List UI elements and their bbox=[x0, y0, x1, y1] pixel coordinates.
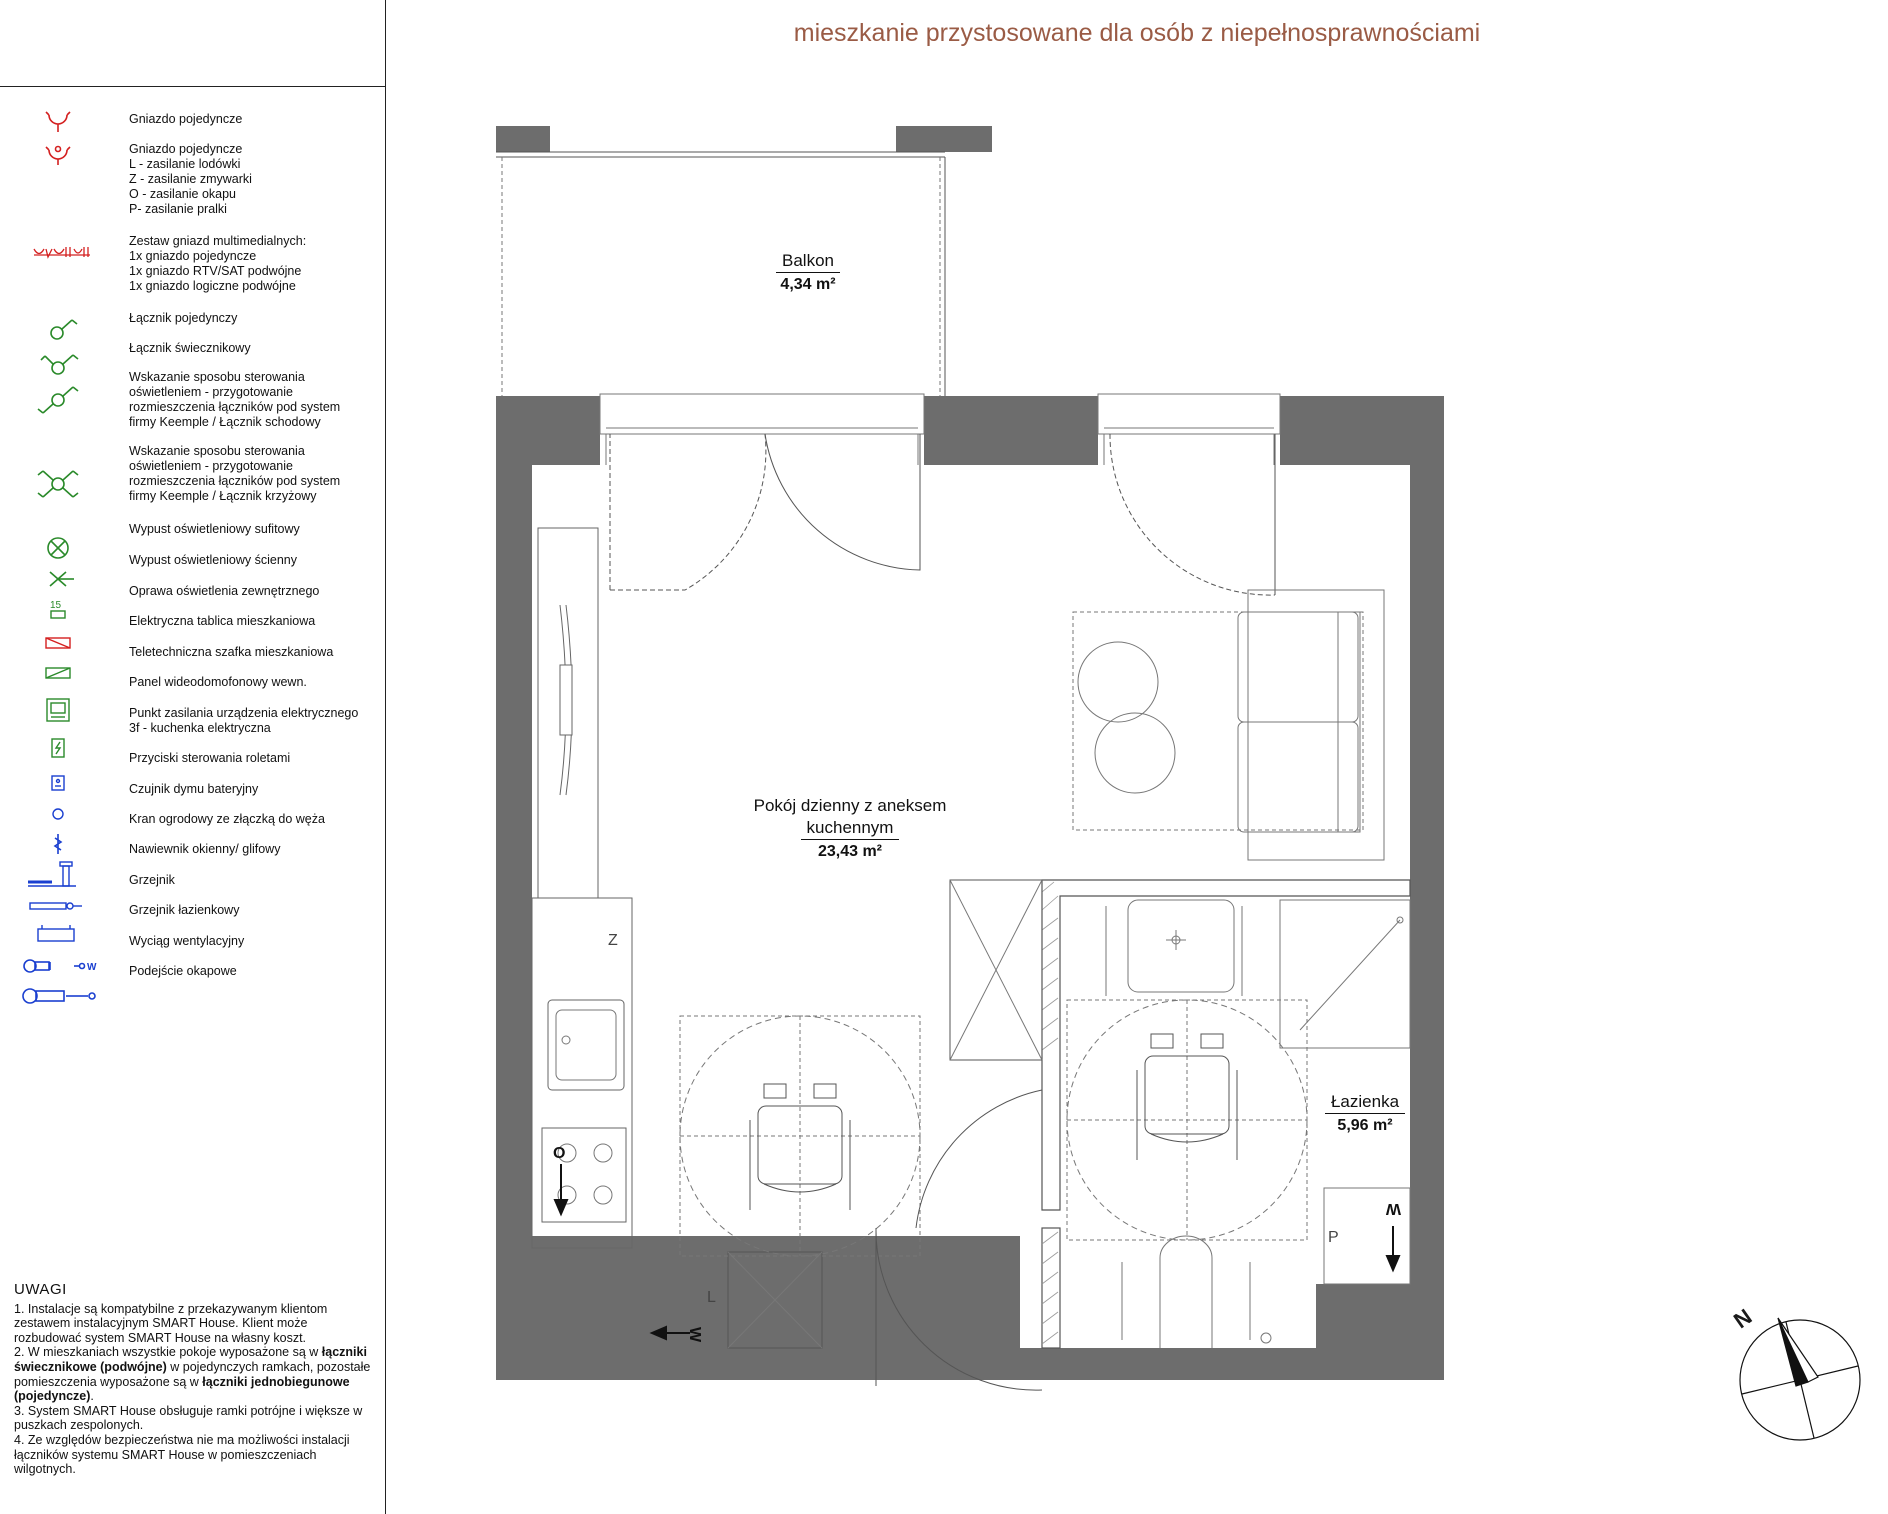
legend-item-socket-dedicated: Gniazdo pojedyncze L - zasilanie lodówki Z - zasilanie zmywarki O - zasilanie okapu P- zasilanie pralki bbox=[129, 142, 252, 216]
hood-w-mark: W bbox=[87, 962, 97, 973]
living-name-line1: Pokój dzienny z aneksem bbox=[753, 796, 947, 815]
page-title: mieszkanie przystosowane dla osób z niepełnosprawnościami bbox=[793, 19, 1481, 47]
legend-item-electrical-panel: Elektryczna tablica mieszkaniowa bbox=[129, 614, 316, 628]
note-3: 3. System SMART House obsługuje ramki potrójne i większe w puszkach zespolonych. bbox=[14, 1403, 363, 1433]
legend-item-bathroom-radiator: Grzejnik łazienkowy bbox=[129, 903, 240, 917]
legend-item-garden-tap: Kran ogrodowy ze złączką do węża bbox=[129, 812, 325, 826]
compass bbox=[1740, 1318, 1860, 1440]
legend-item-window-vent: Nawiewnik okienny/ glifowy bbox=[129, 842, 281, 856]
legend-item-socket-single: Gniazdo pojedyncze bbox=[129, 112, 243, 126]
legend-item-outdoor-light: Oprawa oświetlenia zewnętrznego bbox=[129, 584, 320, 598]
legend-item-video-intercom: Panel wideodomofonowy wewn. bbox=[129, 675, 307, 689]
panel-number-label: 15 bbox=[50, 600, 62, 611]
shower bbox=[1280, 900, 1410, 1048]
legend-item-ceiling-light: Wypust oświetleniowy sufitowy bbox=[129, 522, 300, 536]
room-label-balcony bbox=[738, 250, 878, 296]
balcony-door-swing bbox=[610, 434, 766, 590]
note-2: 2. W mieszkaniach wszystkie pokoje wyposażone są w łączniki świecznikowe (podwójne) w pojedynczych ramkach, pozostałe pomieszczenia wyposażone są w łączniki jednobiegunowe (pojedyncze). bbox=[14, 1345, 371, 1404]
note-4: 4. Ze względów bezpieczeństwa nie ma możliwości instalacji łączników systemu SMART House w pomieszczeniach wilgotnych. bbox=[14, 1432, 350, 1477]
balcony-name: Balkon bbox=[776, 250, 840, 273]
legend-item-smoke-detector: Czujnik dymu bateryjny bbox=[129, 782, 259, 796]
legend-item-multimedia-socket-set: Zestaw gniazd multimedialnych: 1x gniazdo pojedyncze 1x gniazdo RTV/SAT podwójne 1x gniazdo logiczne podwójne bbox=[129, 234, 307, 293]
balcony-door-leaf bbox=[765, 434, 920, 570]
exterior-walls bbox=[496, 396, 1020, 1380]
mark-p: P bbox=[1328, 1229, 1339, 1246]
legend-item-switch-staircase: Wskazanie sposobu sterowania oświetleniem - przygotowanie rozmieszczenia łączników pod system firmy Keemple / Łącznik schodowy bbox=[129, 370, 341, 429]
compass-north-label: N bbox=[1728, 1303, 1757, 1334]
balcony-area: 4,34 m² bbox=[780, 276, 836, 293]
kitchen-counter bbox=[532, 898, 632, 1248]
window-door-swing bbox=[1110, 434, 1275, 595]
bathroom-wall bbox=[1042, 880, 1410, 1210]
living-area: 23,43 m² bbox=[817, 843, 883, 860]
kitchen-sink bbox=[548, 1000, 624, 1090]
legend-item-ventilation-exhaust: Wyciąg wentylacyjny bbox=[129, 934, 245, 948]
toilet bbox=[1160, 1236, 1212, 1348]
chair bbox=[1078, 642, 1158, 722]
legend-item-roller-blind-button: Przyciski sterowania roletami bbox=[129, 751, 291, 765]
mark-o: O bbox=[553, 1145, 566, 1162]
balcony-wall-left bbox=[496, 126, 550, 152]
room-label-living bbox=[720, 795, 980, 863]
bathroom-area: 5,96 m² bbox=[1337, 1117, 1393, 1134]
room-label-bathroom bbox=[1315, 1091, 1415, 1137]
washbasin bbox=[1128, 900, 1234, 992]
bathroom-name: Łazienka bbox=[1325, 1091, 1405, 1114]
legend-item-radiator: Grzejnik bbox=[129, 873, 175, 887]
mark-z: Z bbox=[608, 932, 618, 949]
legend-item-hood-connection: Podejście okapowe bbox=[129, 964, 237, 978]
sofa bbox=[1248, 590, 1384, 860]
mark-l: L bbox=[707, 1289, 716, 1306]
mark-w-bath: W bbox=[1385, 1200, 1401, 1217]
legend-item-switch-cross: Wskazanie sposobu sterowania oświetleniem - przygotowanie rozmieszczenia łączników pod system firmy Keemple / Łącznik krzyżowy bbox=[129, 444, 341, 503]
notes-title: UWAGI bbox=[14, 1281, 67, 1298]
legend-item-telecom-cabinet: Teletechniczna szafka mieszkaniowa bbox=[129, 645, 334, 659]
living-name-line2: kuchennym bbox=[801, 817, 900, 840]
table-area bbox=[1073, 612, 1363, 830]
legend-item-wall-light: Wypust oświetleniowy ścienny bbox=[129, 553, 298, 567]
note-1: 1. Instalacje są kompatybilne z przekazywanym klientom zestawem instalacyjnym SMART House. Klient może rozbudować system SMART House na własny koszt. bbox=[14, 1301, 328, 1345]
legend-item-switch-single: Łącznik pojedynczy bbox=[129, 311, 238, 325]
legend-item-switch-chandelier: Łącznik świecznikowy bbox=[129, 341, 251, 355]
cooktop bbox=[542, 1128, 626, 1222]
mark-w-kitchen: W bbox=[686, 1327, 703, 1343]
legend-item-stove-supply: Punkt zasilania urządzenia elektrycznego 3f - kuchenka elektryczna bbox=[129, 706, 359, 735]
balcony-wall-right bbox=[896, 126, 992, 152]
